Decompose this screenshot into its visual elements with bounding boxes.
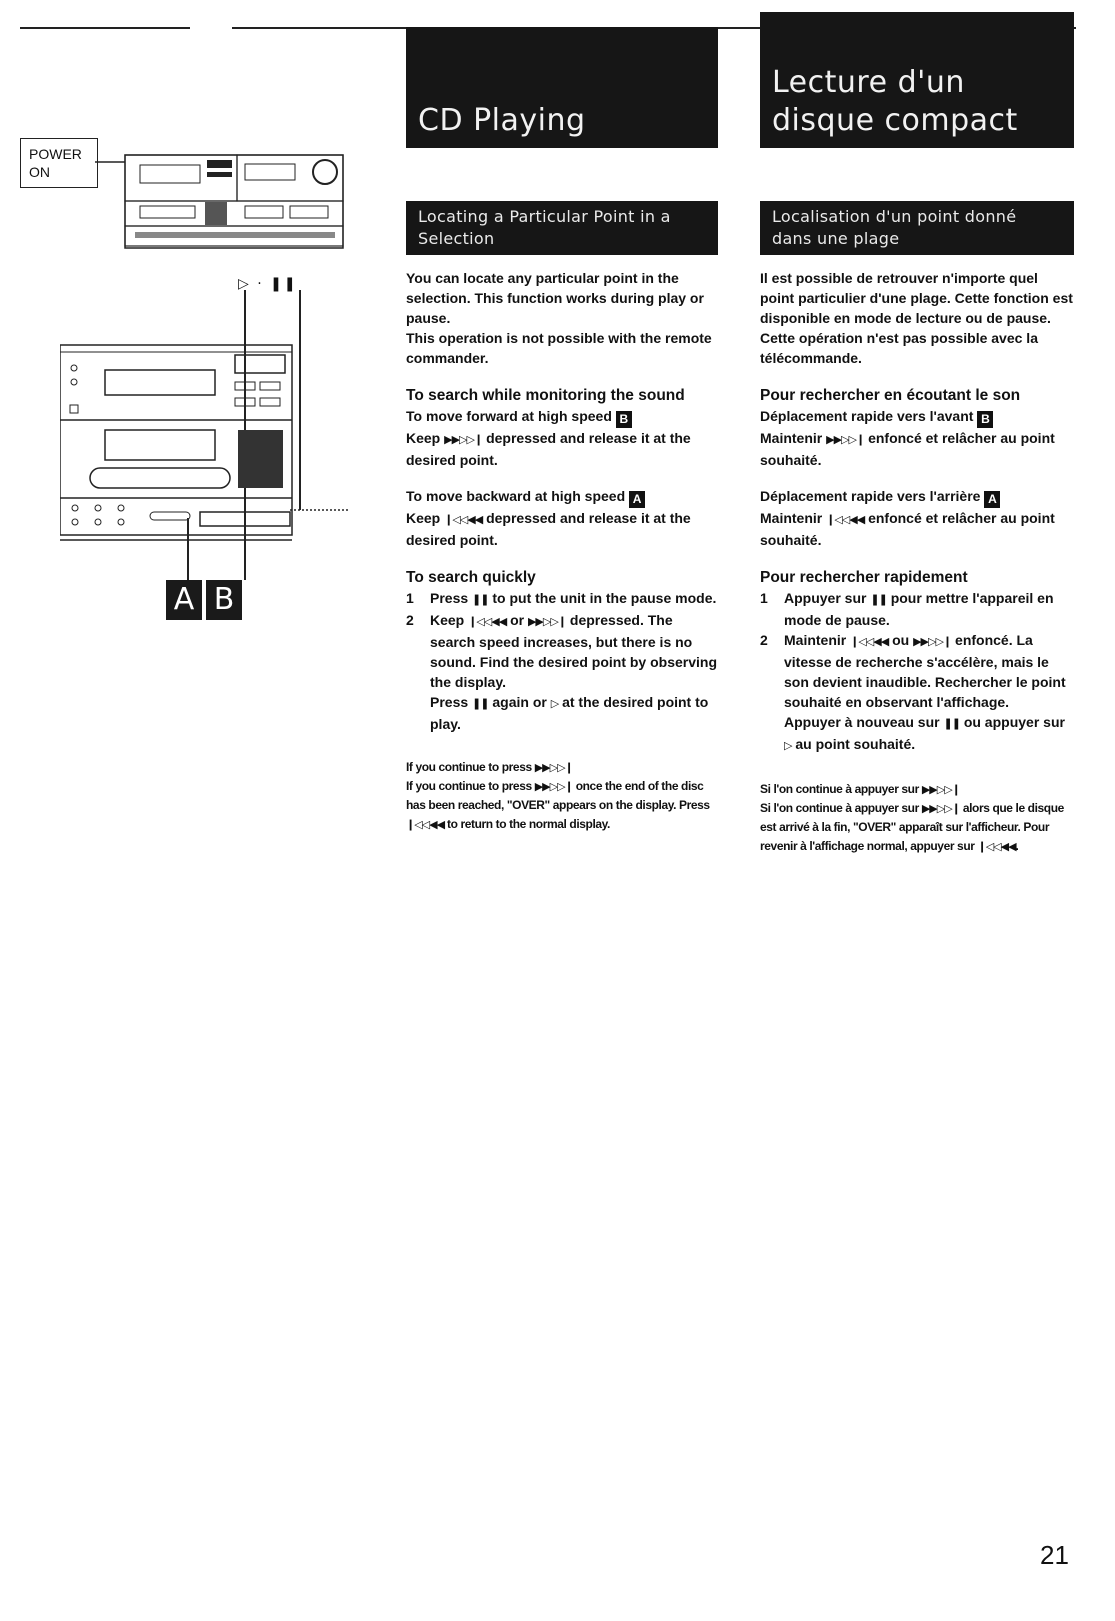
forward-text-2: depressed and release it at the desired point.: [406, 430, 691, 468]
ffwd-icon: ▶▶▷▷❙: [921, 802, 960, 815]
heading-forward: [406, 406, 718, 428]
backward-text: [760, 508, 1074, 550]
backward-text-2: depressed and release it at the desired point.: [406, 510, 691, 548]
backward-heading-text: Déplacement rapide vers l'arrière: [760, 488, 981, 504]
illustration: [20, 130, 380, 630]
rewind-icon: ❙◁◁◀◀: [468, 615, 507, 628]
note-heading: If you continue to press ▶▶▷▷❙: [406, 760, 573, 774]
step-number: 2: [406, 612, 414, 628]
step-2: [406, 610, 718, 734]
intro-paragraph-2: This operation is not possible with the remote commander.: [406, 330, 712, 366]
heading-quick: Pour rechercher rapidement: [760, 569, 968, 586]
forward-text: [406, 428, 718, 470]
pause-icon: ❚❚: [870, 593, 887, 606]
heading-quick: To search quickly: [406, 569, 536, 586]
section-title-en: Locating a Particular Point in a Selection: [406, 201, 718, 255]
note-text: Si l'on continue à appuyer sur ▶▶▷▷❙ alors que le disque est arrivé à la fin, "OVER" apparaît sur l'afficheur. Pour revenir à l'affichage normal, appuyer sur ❙◁◁◀◀.: [760, 801, 1064, 853]
heading-backward: [760, 486, 1074, 508]
note-text: If you continue to press ▶▶▷▷❙ once the end of the disc has been reached, "OVER" appears on the display. Press ❙◁◁◀◀ to return to the normal display.: [406, 779, 710, 831]
heading-monitor: To search while monitoring the sound: [406, 387, 685, 404]
power-label: POWER: [29, 146, 82, 162]
power-on-label: [20, 138, 98, 188]
top-rule-left: [20, 27, 190, 29]
play-icon: ▷: [550, 697, 559, 710]
step-text: Maintenir ❙◁◁◀◀ ou ▶▶▷▷❙ enfoncé. La vitesse de recherche s'accélère, mais le son devient inaudible. Rechercher le point souhaité en observant l'affichage. Appuyer à nouveau sur ❚❚ ou appuyer sur ▷ au point souhaité.: [784, 632, 1066, 752]
ffwd-icon: ▶▶▷▷❙: [527, 615, 567, 628]
ffwd-icon: ▶▶▷▷❙: [444, 433, 483, 446]
step-1: [760, 588, 1074, 630]
heading-forward: [760, 406, 1074, 428]
rewind-icon: ❙◁◁◀◀: [444, 513, 483, 526]
rewind-icon: ❙◁◁◀◀: [826, 513, 865, 526]
page-title-en: CD Playing: [406, 27, 718, 148]
column-en: [406, 268, 718, 834]
step-number: 2: [760, 632, 768, 648]
stereo-system-closeup-icon: [60, 290, 380, 600]
section-title-fr: Localisation d'un point donné dans une plage: [760, 201, 1074, 255]
stereo-system-small-icon: [95, 140, 375, 250]
forward-heading-text: To move forward at high speed: [406, 408, 612, 424]
page-number: 21: [1040, 1540, 1069, 1570]
pause-icon: ❚❚: [943, 717, 960, 730]
column-fr: [760, 268, 1074, 856]
step-text: Appuyer sur ❚❚ pour mettre l'appareil en mode de pause.: [784, 590, 1054, 628]
step-2: [760, 630, 1074, 756]
backward-heading-text: To move backward at high speed: [406, 488, 626, 504]
rewind-icon: ❙◁◁◀◀: [850, 635, 889, 648]
on-label: ON: [29, 164, 50, 180]
text-maintenir: Maintenir: [760, 510, 823, 526]
ffwd-icon: ▶▶▷▷❙: [534, 780, 573, 793]
step-1: [406, 588, 718, 610]
label-a-badge: A: [166, 580, 202, 620]
ffwd-icon: ▶▶▷▷❙: [826, 433, 865, 446]
ffwd-icon: ▶▶▷▷❙: [534, 761, 573, 774]
step-number: 1: [760, 590, 768, 606]
forward-text-2: enfoncé et relâcher au point souhaité.: [760, 430, 1055, 468]
pause-icon: ❚❚: [472, 697, 489, 710]
ffwd-icon: ▶▶▷▷❙: [913, 635, 952, 648]
heading-monitor: Pour rechercher en écoutant le son: [760, 387, 1021, 404]
badge-b: B: [977, 411, 993, 428]
play-pause-symbols: ▷ · ❚❚: [238, 276, 298, 292]
intro-paragraph: Il est possible de retrouver n'importe quel point particulier d'une plage. Cette fonction est disponible en mode de lecture ou de pause.: [760, 270, 1073, 326]
rewind-icon: ❙◁◁◀◀: [406, 818, 445, 831]
text-keep: Keep: [406, 430, 441, 446]
ffwd-icon: ▶▶▷▷❙: [921, 783, 960, 796]
note-heading: Si l'on continue à appuyer sur ▶▶▷▷❙: [760, 782, 960, 796]
backward-text: [406, 508, 718, 550]
intro-paragraph: You can locate any particular point in the selection. This function works during play or pause.: [406, 270, 704, 326]
intro-paragraph-2: Cette opération n'est pas possible avec la télécommande.: [760, 330, 1038, 366]
step-number: 1: [406, 590, 414, 606]
text-keep: Keep: [406, 510, 441, 526]
play-icon: ▷: [784, 739, 792, 752]
heading-backward: [406, 486, 718, 508]
badge-b: B: [616, 411, 632, 428]
rewind-icon: ❙◁◁◀◀: [977, 840, 1016, 853]
forward-heading-text: Déplacement rapide vers l'avant: [760, 408, 974, 424]
label-b-badge: B: [206, 580, 242, 620]
step-text: Press ❚❚ to put the unit in the pause mode.: [430, 590, 717, 606]
badge-a: A: [629, 491, 645, 508]
page-title-fr: Lecture d'un disque compact: [760, 12, 1074, 148]
backward-text-2: enfoncé et relâcher au point souhaité.: [760, 510, 1055, 548]
badge-a: A: [984, 491, 1000, 508]
forward-text: [760, 428, 1074, 470]
pause-icon: ❚❚: [472, 593, 489, 606]
text-maintenir: Maintenir: [760, 430, 823, 446]
step-text: Keep ❙◁◁◀◀ or ▶▶▷▷❙ depressed. The search speed increases, but there is no sound. Find the desired point by observing the display. Press ❚❚ again or ▷ at the desired point to play.: [430, 612, 718, 732]
